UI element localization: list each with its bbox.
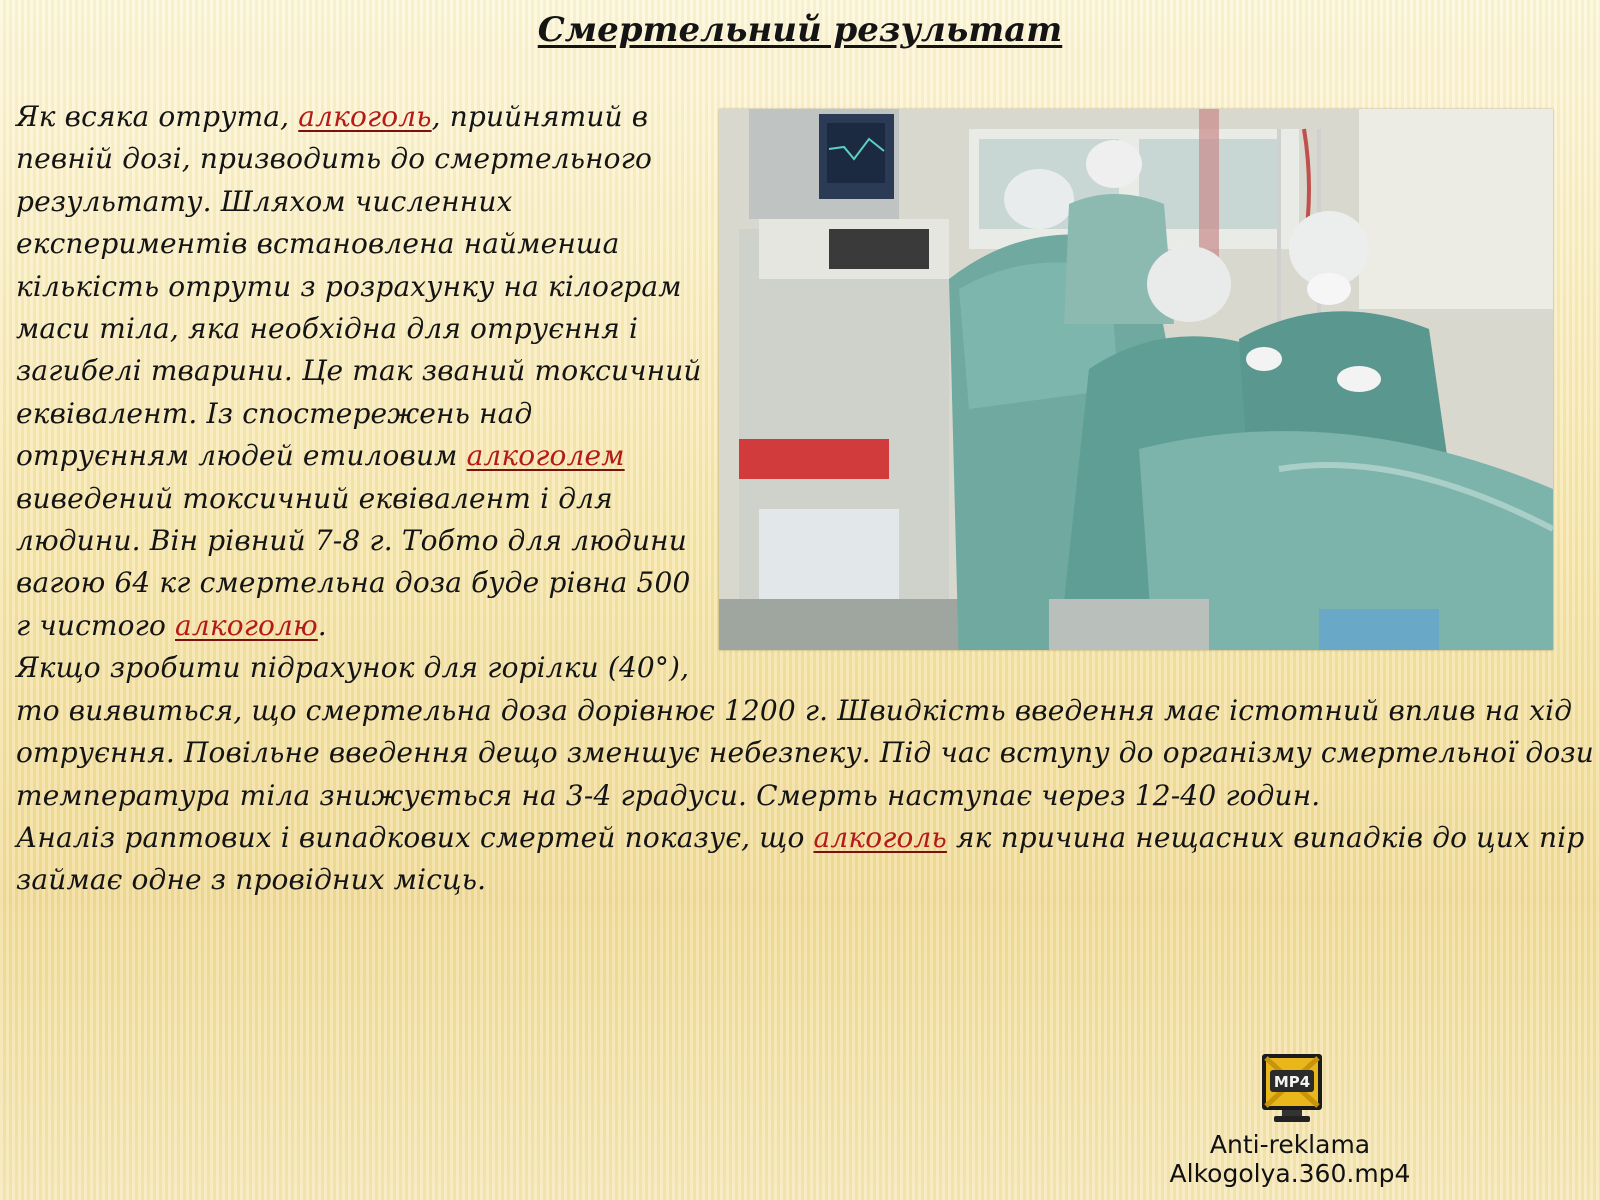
paragraph1-text-a: Як всяка отрута, [16, 100, 299, 133]
photo-illustration [719, 109, 1553, 650]
body-text [16, 96, 1596, 902]
alcohol-link-1[interactable]: алкоголь [298, 100, 432, 133]
alcohol-link-3[interactable]: алкоголю [175, 608, 318, 642]
mp4-file-icon[interactable] [1260, 1052, 1324, 1126]
slide-title: Смертельний результат [537, 10, 1063, 50]
paragraph3-text-a: Аналіз раптових і випадкових смертей показує, що [16, 820, 814, 854]
paragraph3-text-b: як причина нещасних випадків до цих пір займає одне з провідних місць. [16, 820, 1585, 897]
media-filename[interactable]: Anti-reklama Alkogolya.360.mp4 [1169, 1130, 1411, 1188]
alcohol-link-2[interactable]: алкоголем [466, 439, 625, 473]
paragraph1-text-c: виведений токсичний еквівалент і для людини. Він рівний 7-8 г. Тобто для людини вагою 64 кг смертельна доза буде рівна 500 г чистого [16, 481, 691, 642]
paragraph2-text: Якщо зробити підрахунок для горілки (40°), то виявиться, що смертельна доза дорівнює 1200 г. Швидкість введення має істотний вплив на хід отруєння. Повільне введення дещо зменшує небезпеку. Під час вступу до організму смертельної дози температура тіла знижується на 3-4 градуси. Смерть наступає через 12-40 годин. [16, 651, 1594, 812]
mp4-badge: MP4 [1273, 1073, 1311, 1091]
paragraph1-text-d: . [317, 608, 327, 642]
media-attachment[interactable] [1090, 1050, 1510, 1188]
alcohol-link-4[interactable]: алкоголь [813, 820, 947, 854]
operating-room-photo [719, 109, 1553, 650]
paragraph1-text-b: , прийнятий в певній дозі, призводить до смертельного результату. Шляхом численних експериментів встановлена найменша кількість отрути з розрахунку на кілограм маси тіла, яка необхідна для отруєння і загибелі тварини. Це так званий токсичний еквівалент. Із спостережень над отруєнням людей етиловим [16, 100, 702, 473]
